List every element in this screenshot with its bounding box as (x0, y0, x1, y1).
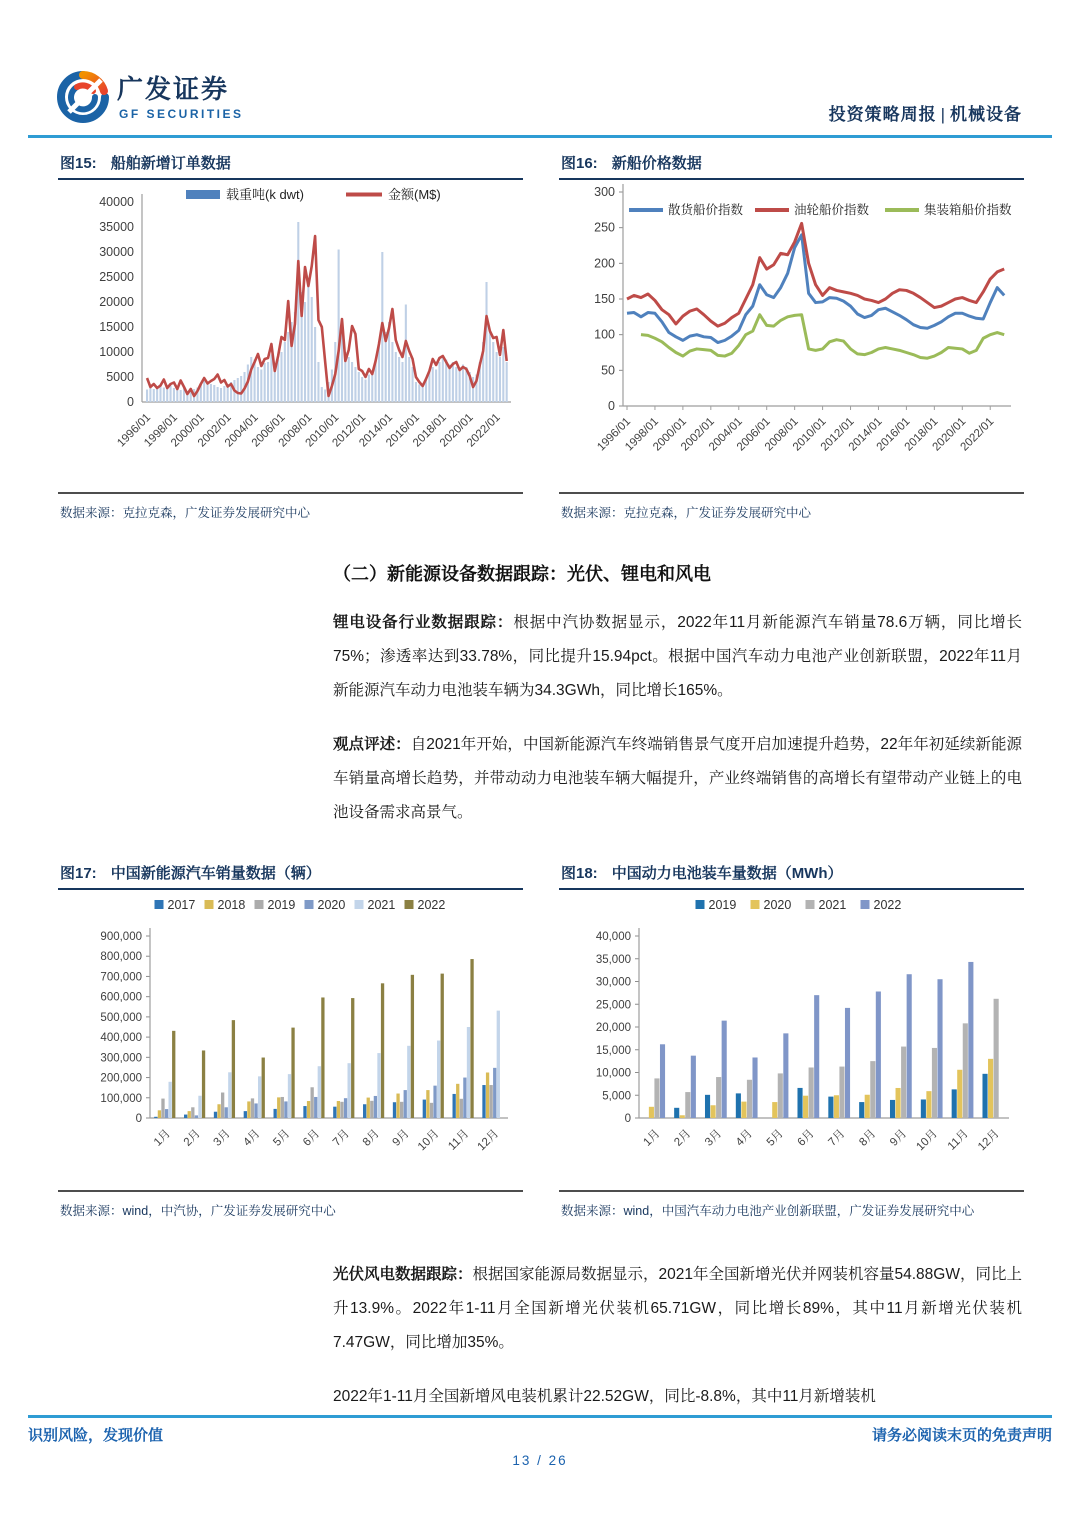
svg-text:载重吨(k dwt): 载重吨(k dwt) (226, 187, 305, 202)
figure-16-name: 新船价格数据 (611, 155, 702, 172)
industry-label: 机械设备 (950, 105, 1022, 124)
fig17-chart (58, 890, 523, 1190)
svg-text:30,000: 30,000 (595, 976, 631, 989)
svg-text:2022: 2022 (873, 898, 902, 912)
svg-text:2010/01: 2010/01 (790, 415, 829, 454)
svg-text:12月: 12月 (976, 1127, 1002, 1154)
svg-text:9月: 9月 (888, 1127, 910, 1149)
svg-text:2008/01: 2008/01 (762, 415, 801, 454)
svg-text:250: 250 (594, 220, 615, 235)
charts-row-2 (58, 856, 1022, 1224)
brand-en: GF SECURITIES (119, 107, 244, 121)
svg-text:20,000: 20,000 (595, 1022, 631, 1034)
svg-text:0: 0 (127, 395, 134, 409)
svg-text:7月: 7月 (330, 1127, 353, 1149)
svg-text:4月: 4月 (733, 1127, 756, 1149)
svg-text:1996/01: 1996/01 (115, 411, 154, 450)
svg-text:2014/01: 2014/01 (357, 411, 396, 450)
svg-text:0: 0 (624, 1113, 631, 1125)
figure-15-source: 数据来源：克拉克森，广发证券发展研究中心 (58, 492, 523, 526)
svg-text:2019: 2019 (708, 898, 737, 912)
svg-text:2020/01: 2020/01 (437, 411, 476, 450)
svg-text:2016/01: 2016/01 (384, 411, 423, 450)
figure-18-title (559, 856, 1024, 890)
svg-text:2014/01: 2014/01 (846, 415, 885, 454)
svg-text:6月: 6月 (301, 1127, 323, 1149)
svg-text:3月: 3月 (703, 1127, 725, 1149)
svg-text:8月: 8月 (360, 1127, 382, 1149)
svg-text:油轮船价指数: 油轮船价指数 (794, 203, 870, 217)
svg-text:600,000: 600,000 (100, 991, 142, 1004)
svg-text:35000: 35000 (99, 220, 134, 234)
svg-text:15000: 15000 (99, 320, 134, 334)
figure-18-name: 中国动力电池装车量数据（MWh） (611, 865, 843, 882)
figure-16-label: 图16: (561, 155, 598, 172)
svg-text:15,000: 15,000 (595, 1044, 631, 1057)
header-separator: | (940, 105, 946, 124)
svg-text:2020: 2020 (763, 898, 792, 912)
svg-text:200: 200 (594, 256, 615, 271)
svg-text:10000: 10000 (99, 345, 134, 359)
fig16-chart (559, 180, 1024, 492)
page-header (55, 68, 1022, 131)
page-current: 13 (512, 1453, 532, 1468)
svg-text:2000/01: 2000/01 (651, 415, 690, 454)
svg-text:25000: 25000 (99, 270, 134, 284)
svg-text:3月: 3月 (211, 1127, 233, 1149)
svg-text:50: 50 (601, 363, 615, 378)
paragraph-viewpoint (333, 728, 1022, 830)
svg-text:10月: 10月 (914, 1127, 941, 1154)
figure-17-name: 中国新能源汽车销量数据（辆） (110, 865, 321, 882)
svg-text:2018: 2018 (217, 898, 246, 912)
svg-text:11月: 11月 (945, 1127, 971, 1153)
svg-text:100: 100 (594, 327, 615, 342)
charts-row-1 (58, 146, 1022, 526)
svg-text:2017: 2017 (167, 898, 196, 912)
report-type-label (829, 100, 1022, 131)
footer-disclaimer: 请务必阅读末页的免责声明 (871, 1427, 1052, 1444)
svg-text:2002/01: 2002/01 (679, 415, 717, 454)
page-total: 26 (548, 1453, 568, 1468)
svg-text:800,000: 800,000 (100, 951, 142, 964)
svg-text:12月: 12月 (475, 1127, 502, 1154)
page-footer (0, 1415, 1080, 1527)
svg-text:30000: 30000 (99, 245, 134, 259)
figure-17 (58, 856, 523, 1224)
svg-text:300,000: 300,000 (100, 1052, 142, 1065)
svg-text:40000: 40000 (99, 195, 134, 209)
svg-text:2012/01: 2012/01 (330, 411, 369, 450)
figure-16 (559, 146, 1024, 526)
svg-text:2006/01: 2006/01 (249, 411, 288, 450)
svg-text:2021: 2021 (367, 898, 396, 912)
paragraph-lead: 光伏风电数据跟踪： (333, 1266, 473, 1283)
svg-text:金额(M$): 金额(M$) (388, 187, 441, 202)
svg-text:150: 150 (594, 292, 615, 306)
svg-text:25,000: 25,000 (595, 999, 631, 1012)
svg-text:6月: 6月 (795, 1127, 817, 1149)
svg-text:5000: 5000 (106, 370, 134, 384)
svg-text:2018/01: 2018/01 (411, 411, 449, 450)
svg-text:2022/01: 2022/01 (958, 415, 997, 454)
paragraph-pv-wind (333, 1258, 1022, 1360)
figure-18 (559, 856, 1024, 1224)
svg-text:2022: 2022 (417, 898, 446, 912)
svg-text:300: 300 (594, 185, 615, 199)
figure-15-title (58, 146, 523, 180)
paragraph-text: 2022年1-11月全国新增风电装机累计22.52GW，同比-8.8%，其中11月新增装机 (333, 1388, 876, 1405)
svg-text:900,000: 900,000 (100, 931, 142, 943)
svg-text:集装箱船价指数: 集装箱船价指数 (924, 203, 1012, 217)
svg-text:200,000: 200,000 (100, 1072, 142, 1085)
svg-text:5月: 5月 (271, 1127, 293, 1149)
svg-text:0: 0 (135, 1113, 142, 1125)
svg-text:2012/01: 2012/01 (818, 415, 857, 454)
paragraph-text: 根据国家能源局数据显示，2021年全国新增光伏并网装机容量54.88GW，同比上升13.9%。2022年1-11月全国新增光伏装机65.71GW，同比增长89%，其中11月新增光伏装机7.47GW，同比增加35%。 (333, 1266, 1022, 1351)
svg-text:10月: 10月 (415, 1127, 442, 1154)
header-rule (28, 135, 1052, 138)
figure-17-title (58, 856, 523, 890)
svg-text:7月: 7月 (826, 1127, 848, 1149)
svg-text:2018/01: 2018/01 (902, 415, 941, 454)
figure-16-title (559, 146, 1024, 180)
svg-text:2010/01: 2010/01 (303, 411, 342, 450)
svg-text:20000: 20000 (99, 295, 134, 309)
svg-text:2004/01: 2004/01 (222, 411, 261, 450)
brand-cn: 广发证券 (117, 74, 230, 104)
svg-text:1998/01: 1998/01 (623, 415, 662, 454)
svg-text:500,000: 500,000 (100, 1011, 142, 1024)
svg-text:35,000: 35,000 (595, 953, 631, 966)
svg-text:1月: 1月 (641, 1127, 663, 1149)
page-number (0, 1453, 1080, 1468)
paragraph-lead: 锂电设备行业数据跟踪： (333, 614, 514, 631)
gf-logo-mark (61, 75, 105, 119)
page-sep: / (537, 1453, 543, 1468)
svg-text:8月: 8月 (857, 1127, 879, 1149)
svg-text:2006/01: 2006/01 (734, 415, 773, 454)
footer-rule (28, 1415, 1052, 1418)
figure-15 (58, 146, 523, 526)
svg-text:散货船价指数: 散货船价指数 (668, 203, 744, 217)
svg-text:2020/01: 2020/01 (930, 415, 969, 454)
svg-text:1998/01: 1998/01 (142, 411, 181, 450)
svg-text:2月: 2月 (181, 1127, 203, 1149)
paragraph-wind-install (333, 1380, 1022, 1414)
fig15-chart (58, 180, 523, 492)
paragraph-li-battery (333, 606, 1022, 708)
svg-text:1996/01: 1996/01 (595, 415, 634, 454)
figure-15-label: 图15: (60, 155, 97, 172)
doc-type: 投资策略周报 (828, 105, 937, 124)
svg-text:2000/01: 2000/01 (169, 411, 207, 450)
figure-17-source: 数据来源：wind，中汽协，广发证券发展研究中心 (58, 1190, 523, 1224)
footer-slogan: 识别风险，发现价值 (28, 1427, 164, 1444)
svg-text:0: 0 (608, 399, 615, 413)
svg-text:2月: 2月 (672, 1127, 694, 1149)
svg-text:400,000: 400,000 (100, 1032, 142, 1045)
svg-text:11月: 11月 (446, 1127, 472, 1153)
figure-16-source: 数据来源：克拉克森，广发证券发展研究中心 (559, 492, 1024, 526)
svg-text:700,000: 700,000 (100, 971, 142, 984)
paragraph-text: 根据中汽协数据显示，2022年11月新能源汽车销量78.6万辆，同比增长75%；渗透率达到33.78%，同比提升15.94pct。根据中国汽车动力电池产业创新联盟，2022年11月新能源汽车动力电池装车辆为34.3GWh，同比增长165%。 (333, 614, 1022, 699)
svg-text:2004/01: 2004/01 (707, 415, 745, 454)
figure-15-name: 船舶新增订单数据 (110, 155, 231, 172)
svg-text:2008/01: 2008/01 (276, 411, 315, 450)
svg-text:1月: 1月 (151, 1127, 174, 1149)
svg-text:2002/01: 2002/01 (195, 411, 234, 450)
fig18-chart (559, 890, 1024, 1190)
figure-18-source: 数据来源：wind，中国汽车动力电池产业创新联盟，广发证券发展研究中心 (559, 1190, 1024, 1224)
figure-17-label: 图17: (60, 865, 97, 882)
svg-text:10,000: 10,000 (595, 1067, 631, 1080)
svg-text:5,000: 5,000 (602, 1090, 631, 1103)
svg-text:2019: 2019 (267, 898, 296, 912)
svg-text:9月: 9月 (390, 1127, 412, 1149)
svg-text:2020: 2020 (317, 898, 346, 912)
section-heading: （二）新能源设备数据跟踪：光伏、锂电和风电 (333, 564, 711, 584)
figure-18-label: 图18: (561, 865, 598, 882)
svg-text:2021: 2021 (818, 898, 847, 912)
svg-text:5月: 5月 (764, 1127, 786, 1149)
paragraph-lead: 观点评述： (333, 736, 411, 753)
paragraph-text: 自2021年开始，中国新能源汽车终端销售景气度开启加速提升趋势，22年年初延续新能源车销量高增长趋势，并带动动力电池装车辆大幅提升，产业终端销售的高增长有望带动产业链上的电池设备需求高景气。 (333, 736, 1022, 821)
svg-text:2016/01: 2016/01 (874, 415, 913, 454)
svg-text:40,000: 40,000 (595, 931, 631, 943)
svg-text:4月: 4月 (241, 1127, 263, 1149)
gf-logo (55, 68, 290, 131)
svg-text:100,000: 100,000 (100, 1092, 142, 1105)
svg-text:2022/01: 2022/01 (464, 411, 503, 450)
